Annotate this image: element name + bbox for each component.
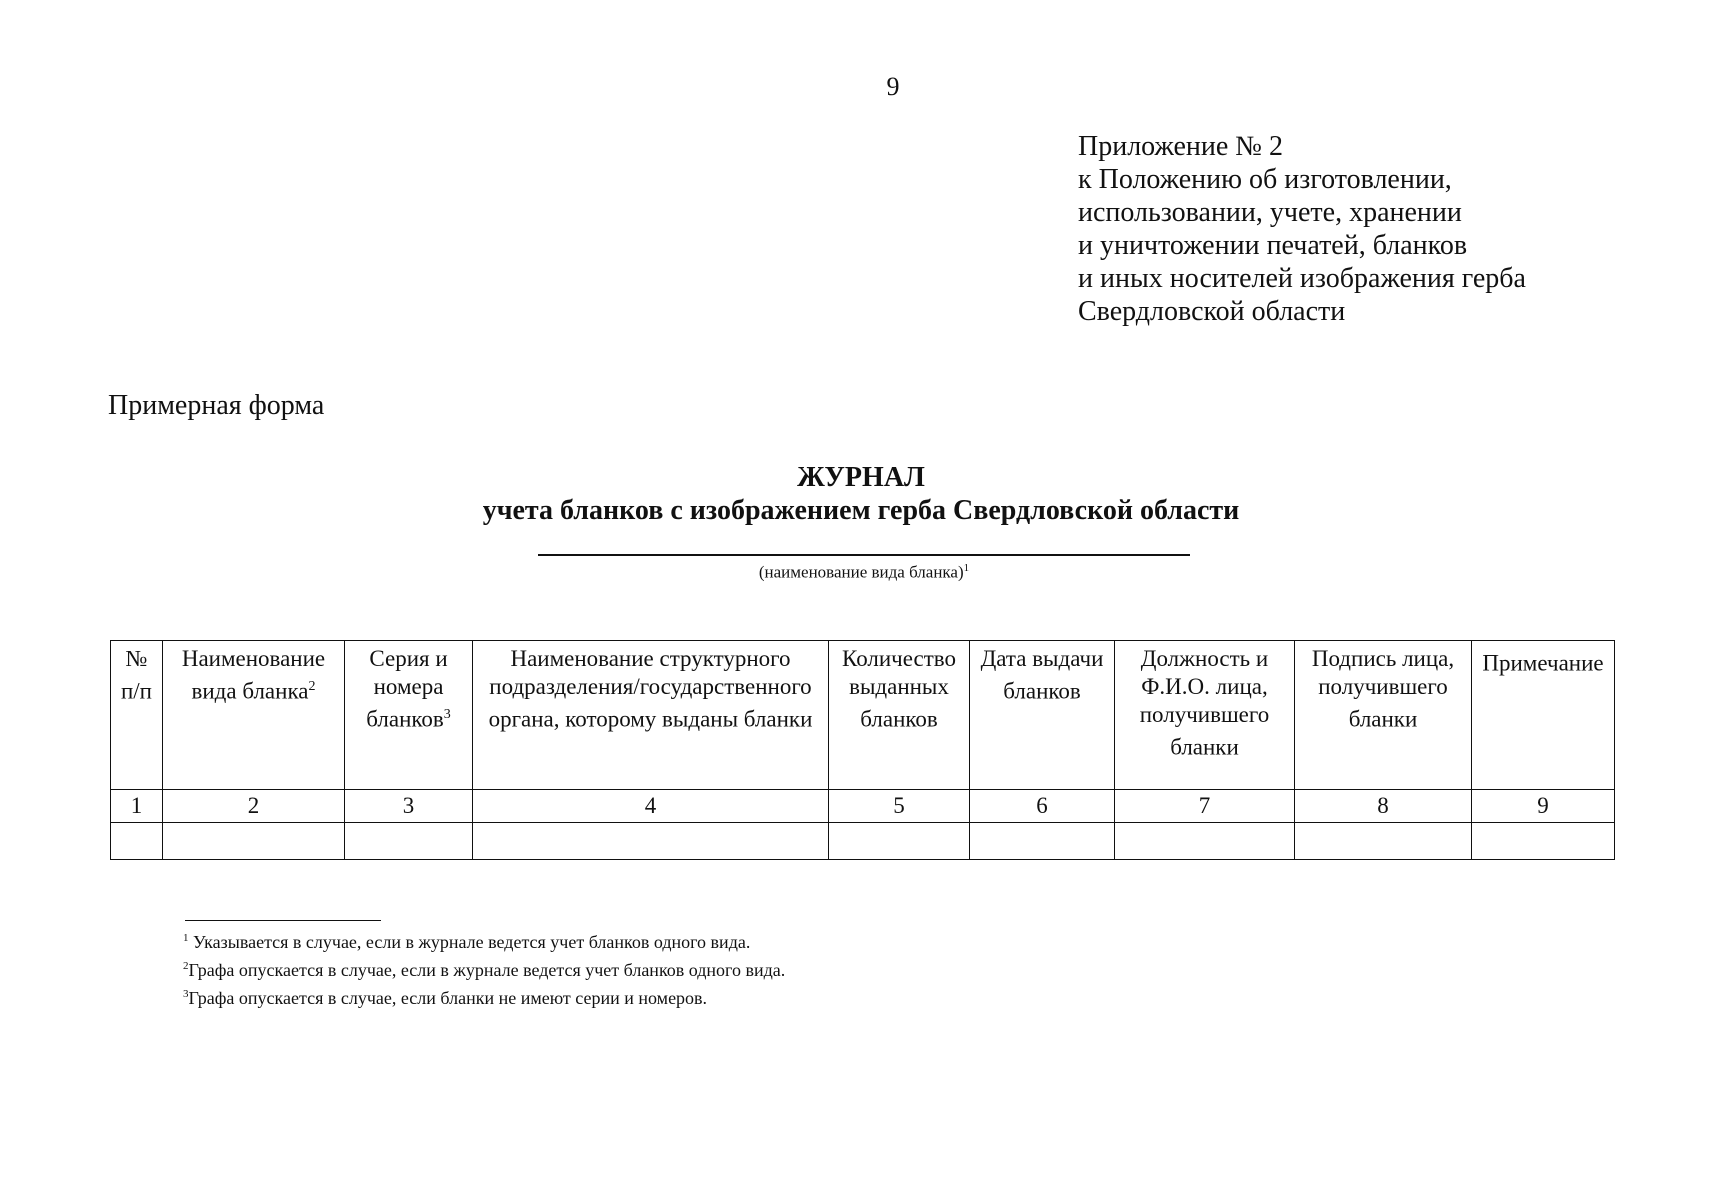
footnote-text: Указывается в случае, если в журнале ведется учет бланков одного вида. bbox=[193, 932, 751, 952]
table-cell bbox=[829, 823, 970, 860]
journal-subtitle: учета бланков с изображением герба Свердловской области bbox=[482, 495, 1240, 526]
blank-type-caption-text: (наименование вида бланка) bbox=[758, 562, 964, 582]
column-header bbox=[1115, 641, 1295, 790]
footnote-ref: 2 bbox=[308, 679, 316, 694]
column-header-text: № п/п bbox=[120, 646, 152, 704]
footnote-text: Графа опускается в случае, если бланки не имеют серии и номеров. bbox=[188, 988, 708, 1008]
appendix-line: использовании, учете, хранении bbox=[1078, 197, 1462, 228]
column-number: 4 bbox=[473, 790, 829, 823]
column-header bbox=[111, 641, 163, 790]
table-cell bbox=[163, 823, 345, 860]
column-number: 6 bbox=[970, 790, 1115, 823]
appendix-heading bbox=[1078, 130, 1526, 328]
column-number-row bbox=[111, 790, 1615, 823]
footnote-separator bbox=[185, 920, 381, 921]
footnote-ref: 1 bbox=[963, 562, 970, 574]
blank-type-caption bbox=[538, 562, 1190, 583]
table-cell bbox=[111, 823, 163, 860]
table-cell bbox=[473, 823, 829, 860]
page-number: 9 bbox=[886, 72, 900, 101]
column-number: 1 bbox=[111, 790, 163, 823]
footnote bbox=[183, 960, 785, 981]
column-number: 5 bbox=[829, 790, 970, 823]
column-header bbox=[473, 641, 829, 790]
column-header bbox=[829, 641, 970, 790]
footnote-mark: 2 bbox=[183, 960, 189, 972]
column-header-text: Примечание bbox=[1482, 650, 1604, 676]
column-number: 3 bbox=[345, 790, 473, 823]
appendix-line: и иных носителей изображения герба bbox=[1078, 263, 1526, 294]
column-header-text: Наименование структурного подразделения/государственного органа, которому выданы бланки bbox=[488, 646, 813, 732]
column-header bbox=[345, 641, 473, 790]
column-number: 8 bbox=[1295, 790, 1472, 823]
journal-table bbox=[110, 640, 1615, 860]
appendix-line: Приложение № 2 bbox=[1078, 131, 1283, 162]
footnote-ref: 3 bbox=[443, 707, 451, 722]
appendix-line: к Положению об изготовлении, bbox=[1078, 164, 1452, 195]
column-header-text: Дата выдачи бланков bbox=[980, 646, 1104, 704]
column-header bbox=[1295, 641, 1472, 790]
footnote-mark: 1 bbox=[183, 932, 189, 944]
appendix-line: Свердловской области bbox=[1078, 296, 1346, 327]
appendix-line: и уничтожении печатей, бланков bbox=[1078, 230, 1468, 261]
table-header-row bbox=[111, 641, 1615, 790]
journal-title: ЖУРНАЛ bbox=[797, 462, 925, 493]
column-header-text: Серия и номера бланков bbox=[366, 646, 448, 732]
table-row bbox=[111, 823, 1615, 860]
footnote-mark: 3 bbox=[183, 988, 189, 1000]
form-note: Примерная форма bbox=[108, 390, 325, 421]
column-header bbox=[163, 641, 345, 790]
blank-type-fill-line bbox=[538, 554, 1190, 556]
column-header-text: Подпись лица, получившего бланки bbox=[1311, 646, 1455, 732]
column-number: 9 bbox=[1472, 790, 1615, 823]
table-cell bbox=[1472, 823, 1615, 860]
table-cell bbox=[345, 823, 473, 860]
table-cell bbox=[1115, 823, 1295, 860]
column-header-text: Должность и Ф.И.О. лица, получившего бланки bbox=[1139, 646, 1270, 760]
table-cell bbox=[970, 823, 1115, 860]
footnote bbox=[183, 932, 750, 953]
column-header bbox=[970, 641, 1115, 790]
column-header bbox=[1472, 641, 1615, 790]
footnote bbox=[183, 988, 707, 1009]
column-header-text: Количество выданных бланков bbox=[842, 646, 956, 732]
column-number: 2 bbox=[163, 790, 345, 823]
column-header-text: Наименование вида бланка bbox=[181, 646, 326, 704]
column-number: 7 bbox=[1115, 790, 1295, 823]
table-cell bbox=[1295, 823, 1472, 860]
footnote-text: Графа опускается в случае, если в журнале ведется учет бланков одного вида. bbox=[188, 960, 786, 980]
